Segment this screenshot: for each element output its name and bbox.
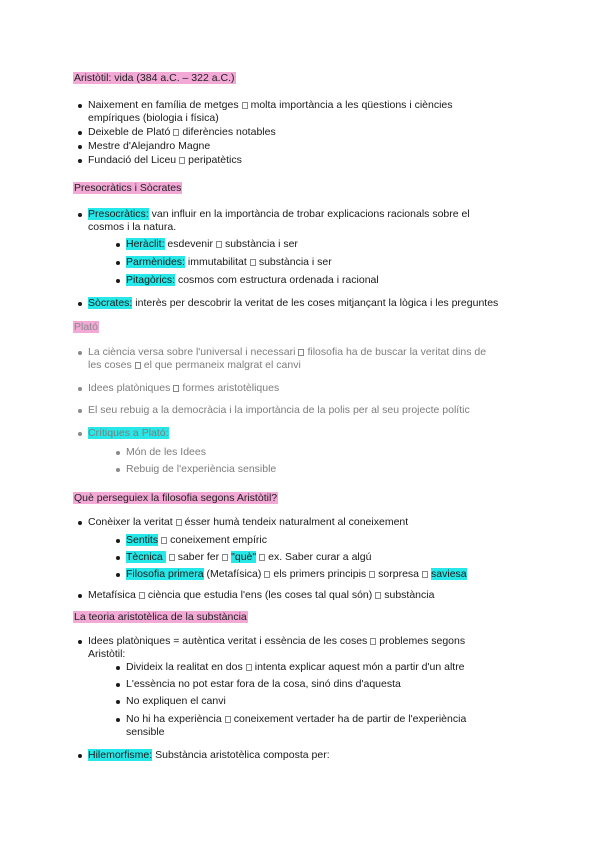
list-item: Divideix la realitat en dos intenta explicar aquest món a partir d'un altre [126,661,465,673]
list-item: Món de les Idees [126,446,206,458]
list-item: Sentits coneixement empíric [126,534,267,546]
heading-highlight: La teoria aristotèlica de la substància [74,611,247,623]
bullet-dot [116,539,120,543]
list-item: Naixement en família de metges molta importància a les qüestions i ciències empíriques (biologia i física) [88,99,453,124]
arrow-glyph-icon [242,102,248,109]
bullet-dot [116,243,120,247]
bullet-dot [116,700,120,704]
list-item: Conèixer la veritat ésser humà tendeix naturalment al coneixement [88,516,409,528]
bullet-dot [78,131,82,135]
arrow-glyph-icon [179,157,185,164]
bullet-dot [78,159,82,163]
bullet-dot [78,521,82,525]
section-heading-vida [73,72,236,84]
bullet-dot [78,145,82,149]
list-item: Hilemorfisme: Substància aristotèlica composta per: [88,749,330,761]
list-item: Rebuig de l'experiència sensible [126,463,277,475]
bullet-dot [78,594,82,598]
list-item: Presocràtics: van influir en la importància de trobar explicacions racionals sobre el cosmos i la natura. [88,208,470,233]
list-item: Tècnica saber fer "què" ex. Saber curar a algú [126,551,372,563]
bullet-dot [116,261,120,265]
bullet-dot [78,351,82,355]
arrow-glyph-icon [161,537,167,544]
bullet-dot [78,213,82,217]
list-item: Mestre d'Alejandro Magne [88,140,211,152]
bullet-dot [78,302,82,306]
heading-highlight: Què perseguiex la filosofia segons Aristòtil? [74,492,278,504]
list-item: Idees platòniques = autèntica veritat i essència de les coses problemes segons Aristòtil: [88,635,466,660]
list-item: Filosofia primera (Metafísica) els primers principis sorpresa saviesa [126,568,467,580]
arrow-glyph-icon [259,554,265,561]
arrow-glyph-icon [298,349,304,356]
arrow-glyph-icon [369,571,375,578]
bullet-dot [78,104,82,108]
list-item: Fundació del Liceu peripatètics [88,154,242,166]
arrow-glyph-icon [246,664,252,671]
bullet-dot [78,409,82,413]
bullet-dot [78,754,82,758]
arrow-glyph-icon [216,241,222,248]
arrow-glyph-icon [250,259,256,266]
bullet-dot [116,556,120,560]
bullet-dot [116,683,120,687]
arrow-glyph-icon [173,129,179,136]
list-item: Idees platòniques formes aristotèliques [88,382,280,394]
bullet-dot [116,279,120,283]
arrow-glyph-icon [422,571,428,578]
bullet-dot [78,432,82,436]
list-item: El seu rebuig a la democràcia i la importància de la polis per al seu projecte polític [88,404,470,416]
arrow-glyph-icon [135,362,141,369]
section-heading-filosofia [73,492,278,504]
list-item: La ciència versa sobre l'universal i necessari filosofia ha de buscar la veritat dins de les coses el que permaneix malgrat el canvi [88,346,487,371]
list-item: Sòcrates: interès per descobrir la veritat de les coses mitjançant la lògica i les preguntes [88,297,499,309]
list-item: Heràclit: esdevenir substància i ser [126,238,298,250]
arrow-glyph-icon [222,554,228,561]
list-item: Deixeble de Plató diferències notables [88,126,276,138]
arrow-glyph-icon [225,716,231,723]
arrow-glyph-icon [173,385,179,392]
arrow-glyph-icon [375,592,381,599]
arrow-glyph-icon [264,571,270,578]
bullet-dot [116,666,120,670]
list-item: No hi ha experiència coneixement vertader ha de partir de l'experiència sensible [126,713,467,738]
bullet-dot [116,718,120,722]
bullet-dot [116,451,120,455]
section-heading-plato [73,321,99,333]
list-item: No expliquen el canvi [126,695,226,707]
list-item: Metafísica ciència que estudia l'ens (les coses tal qual són) substància [88,589,435,601]
heading-highlight: Aristòtil: vida (384 a.C. – 322 a.C.) [74,72,235,84]
bullet-dot [78,640,82,644]
arrow-glyph-icon [139,592,145,599]
bullet-dot [116,468,120,472]
list-item: Crítiques a Plató: [88,427,169,439]
arrow-glyph-icon [169,554,175,561]
arrow-glyph-icon [176,519,182,526]
heading-highlight: Plató [74,321,98,333]
section-heading-presocratics [73,182,182,194]
bullet-dot [116,573,120,577]
section-heading-substancia [73,611,248,623]
bullet-dot [78,387,82,391]
list-item: Pitagòrics: cosmos com estructura ordenada i racional [126,274,379,286]
heading-highlight: Presocràtics i Sòcrates [74,182,182,194]
list-item: Parmènides: immutabilitat substància i ser [126,256,332,268]
list-item: L'essència no pot estar fora de la cosa, sinó dins d'aquesta [126,678,401,690]
arrow-glyph-icon [370,638,376,645]
